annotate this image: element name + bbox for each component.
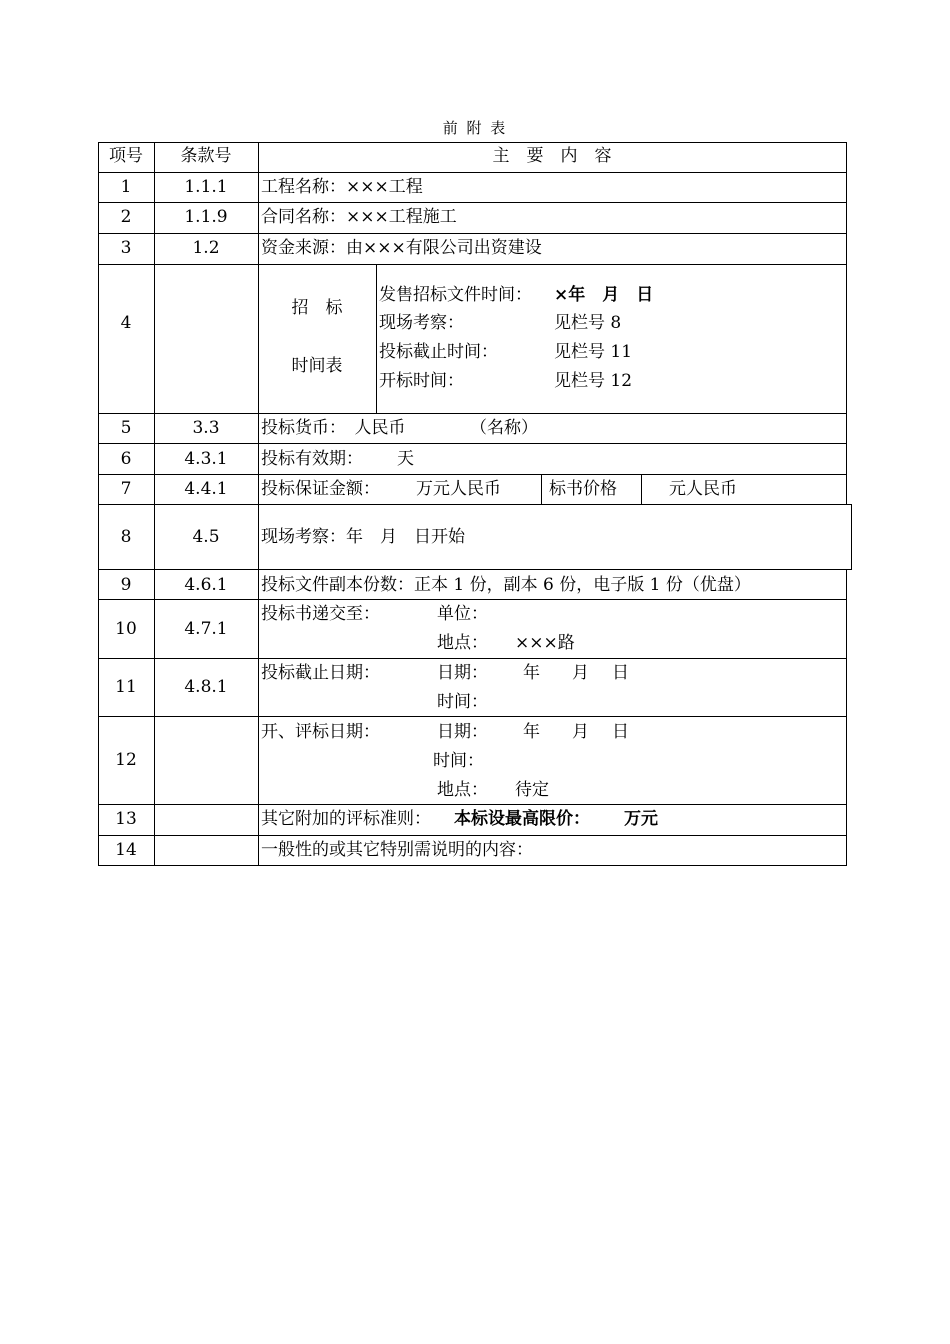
place-label: 地点： — [437, 780, 488, 800]
date-label: 日期： — [437, 663, 488, 683]
visit-label: 现场考察： — [379, 313, 464, 333]
date-label: 日期： — [437, 722, 488, 742]
row-no: 8 — [120, 527, 132, 547]
deadline-label: 投标截止时间： — [379, 342, 498, 362]
sale-time-value: ×年 月 日 — [554, 285, 654, 305]
row-clause: 3.3 — [192, 418, 220, 438]
month-label: 月 — [572, 663, 589, 683]
row-clause: 1.1.9 — [184, 207, 228, 227]
row-clause: 4.5 — [192, 527, 220, 547]
row-no: 11 — [115, 677, 137, 697]
year-label: 年 — [523, 722, 540, 742]
col-header-no: 项号 — [109, 146, 143, 166]
page-title: 前 附 表 — [442, 119, 508, 137]
tender-price-label: 标书价格 — [549, 479, 617, 499]
schedule-label-line2: 时间表 — [291, 356, 343, 376]
row-no: 1 — [120, 177, 132, 197]
deadline-value: 见栏号 11 — [554, 342, 633, 362]
row-content: 开、评标日期： — [261, 722, 380, 742]
month-label: 月 — [572, 722, 589, 742]
row-no: 7 — [120, 479, 132, 499]
row-clause: 1.2 — [192, 238, 220, 258]
schedule-label-line1: 招 标 — [291, 298, 343, 318]
row-content: 一般性的或其它特别需说明的内容： — [261, 840, 533, 860]
row-content: 其它附加的评标准则： — [261, 809, 431, 829]
row-content: 投标文件副本份数：正本 1 份，副本 6 份，电子版 1 份（优盘） — [261, 575, 751, 595]
time-label: 时间： — [437, 692, 488, 712]
address-value: ×××路 — [515, 633, 575, 653]
row-no: 3 — [120, 238, 132, 258]
row-content: 投标书递交至： — [261, 604, 380, 624]
col-header-clause: 条款号 — [180, 146, 232, 166]
row-no: 2 — [120, 207, 132, 227]
row-content: 投标保证金额： — [261, 479, 380, 499]
row-no: 4 — [120, 313, 132, 333]
place-value: 待定 — [515, 780, 549, 800]
open-time-label: 开标时间： — [379, 371, 464, 391]
validity-unit: 天 — [397, 449, 414, 469]
row-no: 6 — [120, 449, 132, 469]
row-content: 投标货币： 人民币 — [261, 418, 406, 438]
day-label: 日 — [612, 663, 629, 683]
row-clause: 4.6.1 — [184, 575, 228, 595]
row-content: 资金来源：由×××有限公司出资建设 — [261, 238, 542, 258]
unit-label: 单位： — [437, 604, 488, 624]
row-content: 投标有效期： — [261, 449, 363, 469]
visit-value: 见栏号 8 — [554, 313, 622, 333]
sale-time-label: 发售招标文件时间： — [379, 285, 532, 305]
row-no: 10 — [115, 619, 137, 639]
address-label: 地点： — [437, 633, 488, 653]
max-price-unit: 万元 — [624, 809, 658, 829]
row-clause: 4.8.1 — [184, 677, 228, 697]
currency-name-note: （名称） — [470, 418, 538, 438]
row-no: 13 — [115, 809, 137, 829]
col-header-content: 主 要 内 容 — [492, 146, 612, 166]
row-no: 14 — [115, 840, 137, 860]
bond-unit: 万元人民币 — [416, 479, 501, 499]
row-clause: 4.3.1 — [184, 449, 228, 469]
open-time-value: 见栏号 12 — [554, 371, 633, 391]
row-clause: 4.4.1 — [184, 479, 228, 499]
row-content: 现场考察：年 月 日开始 — [261, 527, 465, 547]
row-clause: 1.1.1 — [184, 177, 228, 197]
row-content: 合同名称：×××工程施工 — [261, 207, 457, 227]
row-no: 9 — [120, 575, 132, 595]
row-clause: 4.7.1 — [184, 619, 228, 639]
max-price-label: 本标设最高限价： — [454, 809, 590, 829]
row-no: 5 — [120, 418, 132, 438]
day-label: 日 — [612, 722, 629, 742]
time-label: 时间： — [433, 751, 484, 771]
tender-price-unit: 元人民币 — [669, 479, 737, 499]
row-content: 投标截止日期： — [261, 663, 380, 683]
year-label: 年 — [523, 663, 540, 683]
row-no: 12 — [115, 750, 137, 770]
row-content: 工程名称：×××工程 — [261, 177, 423, 197]
